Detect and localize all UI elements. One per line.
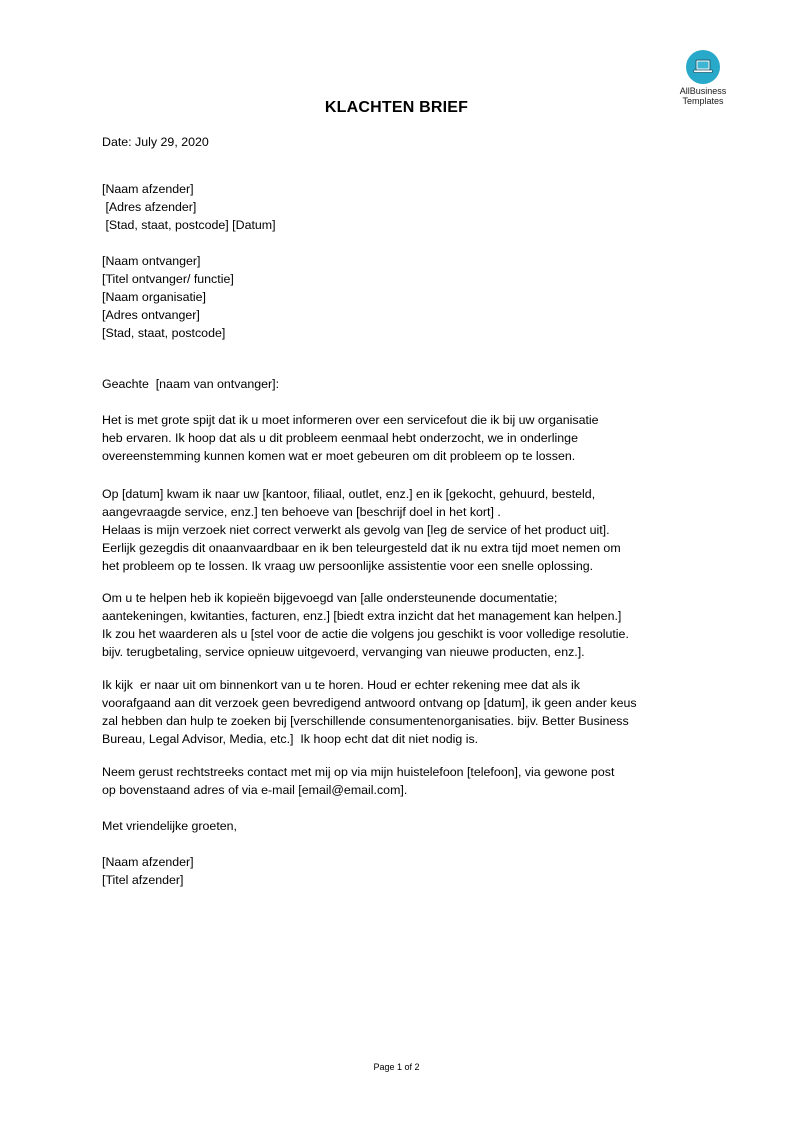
recipient-line: [Naam organisatie]: [102, 290, 206, 304]
document-title: KLACHTEN BRIEF: [324, 99, 469, 116]
paragraph-3: [102, 589, 629, 661]
paragraph-line: Helaas is mijn verzoek niet correct verwerkt als gevolg van [leg de service of het product uit].: [102, 523, 610, 537]
paragraph-line: aangevraagde service, enz.] ten behoeve van [beschrijf doel in het kort] .: [102, 505, 501, 519]
signature-line: [Titel afzender]: [102, 873, 184, 887]
paragraph-2: [102, 485, 621, 575]
paragraph-line: bijv. terugbetaling, service opnieuw uitgevoerd, vervanging van nieuwe producten, enz.].: [102, 645, 585, 659]
paragraph-line: Bureau, Legal Advisor, Media, etc.] Ik hoop echt dat dit niet nodig is.: [102, 732, 479, 746]
paragraph-line: zal hebben dan hulp te zoeken bij [verschillende consumentenorganisaties. bijv. Better Business: [102, 714, 629, 728]
salutation-line: Geachte [naam van ontvanger]:: [102, 377, 280, 391]
closing: [102, 817, 237, 835]
paragraph-line: Ik kijk er naar uit om binnenkort van u te horen. Houd er echter rekening mee dat als ik: [102, 678, 580, 692]
paragraph-line: Eerlijk gezegdis dit onaanvaardbaar en ik ben teleurgesteld dat ik nu extra tijd moet nemen om: [102, 541, 621, 555]
paragraph-line: Om u te helpen heb ik kopieën bijgevoegd van [alle ondersteunende documentatie;: [102, 591, 558, 605]
paragraph-1: [102, 411, 599, 465]
paragraph-line: voorafgaand aan dit verzoek geen bevredigend antwoord ontvang op [datum], ik geen ander keus: [102, 696, 637, 710]
closing-line: Met vriendelijke groeten,: [102, 819, 237, 833]
sender-line: [Adres afzender]: [102, 200, 197, 214]
paragraph-line: Ik zou het waarderen als u [stel voor de actie die volgens jou geschikt is voor volledige resolutie.: [102, 627, 629, 641]
recipient-address-block: [102, 252, 234, 342]
paragraph-line: Op [datum] kwam ik naar uw [kantoor, filiaal, outlet, enz.] en ik [gekocht, gehuurd, besteld,: [102, 487, 596, 501]
letter-date: [102, 133, 209, 151]
paragraph-line: heb ervaren. Ik hoop dat als u dit probleem eenmaal hebt onderzocht, we in onderlinge: [102, 431, 578, 445]
paragraph-line: het probleem op te lossen. Ik vraag uw persoonlijke assistentie voor een snelle oplossing.: [102, 559, 594, 573]
recipient-line: [Stad, staat, postcode]: [102, 326, 226, 340]
paragraph-4: [102, 676, 637, 748]
paragraph-line: overeenstemming kunnen komen wat er moet gebeuren om dit probleem op te lossen.: [102, 449, 576, 463]
date-line: Date: July 29, 2020: [102, 135, 209, 149]
salutation: [102, 375, 279, 393]
logo-line-2: Templates: [682, 96, 724, 106]
paragraph-line: Neem gerust rechtstreeks contact met mij op via mijn huistelefoon [telefoon], via gewone post: [102, 765, 615, 779]
recipient-line: [Naam ontvanger]: [102, 254, 201, 268]
sender-line: [Stad, staat, postcode] [Datum]: [102, 218, 276, 232]
sender-line: [Naam afzender]: [102, 182, 194, 196]
paragraph-line: op bovenstaand adres of via e-mail [email@email.com].: [102, 783, 408, 797]
recipient-line: [Titel ontvanger/ functie]: [102, 272, 234, 286]
logo-badge: [686, 50, 720, 84]
page-number: Page 1 of 2: [373, 1062, 420, 1072]
sender-address-block: [102, 180, 276, 234]
signature-block: [102, 853, 194, 889]
logo-line-1: AllBusiness: [679, 86, 727, 96]
company-logo: [668, 50, 738, 106]
recipient-line: [Adres ontvanger]: [102, 308, 200, 322]
paragraph-line: aantekeningen, kwitanties, facturen, enz.] [biedt extra inzicht dat het management kan helpen.]: [102, 609, 622, 623]
signature-line: [Naam afzender]: [102, 855, 194, 869]
paragraph-5: [102, 763, 614, 799]
paragraph-line: Het is met grote spijt dat ik u moet informeren over een servicefout die ik bij uw organisatie: [102, 413, 599, 427]
laptop-icon: [693, 59, 713, 74]
